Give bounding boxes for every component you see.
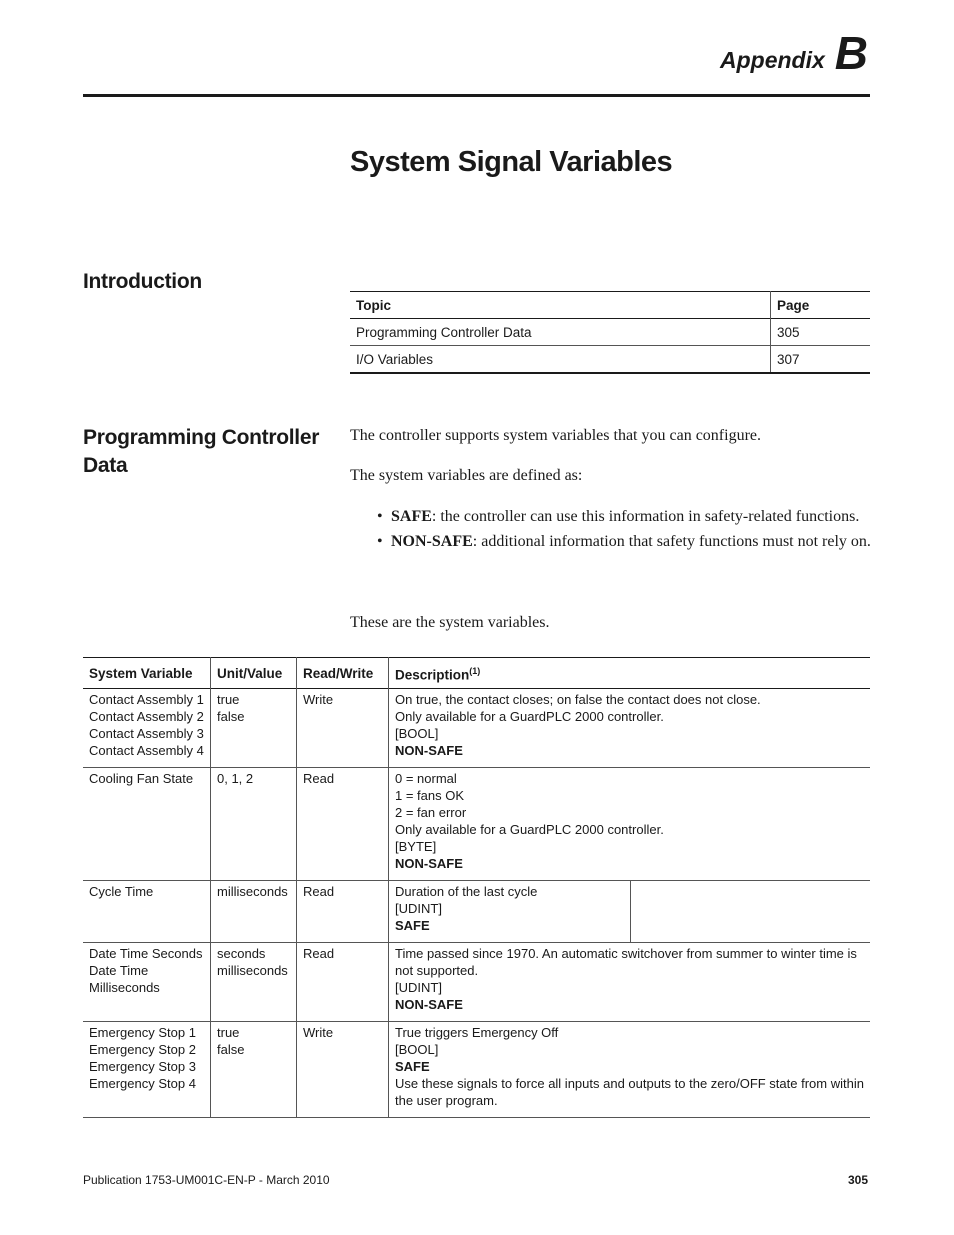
description-line: [BOOL] — [395, 1041, 439, 1057]
safety-class: NON-SAFE — [395, 855, 463, 871]
footer-publication: Publication 1753-UM001C-EN-P - March 2010 — [83, 1173, 330, 1187]
unit-cell — [211, 767, 297, 880]
unit-value: false — [217, 708, 245, 724]
variable-name: Date Time Seconds — [89, 945, 203, 961]
topic-cell: Programming Controller Data — [350, 319, 771, 346]
appendix-label — [719, 27, 868, 79]
topic-cell: I/O Variables — [350, 346, 771, 374]
definition-paragraph: The system variables are defined as: — [350, 467, 583, 484]
bullet-term: SAFE — [391, 508, 432, 525]
variable-name: Contact Assembly 2 — [89, 708, 204, 724]
intro-paragraph: The controller supports system variables that you can configure. — [350, 427, 761, 444]
topic-header: Topic — [350, 292, 771, 319]
unit-cell — [211, 942, 297, 1021]
description-line: Only available for a GuardPLC 2000 controller. — [395, 708, 664, 724]
system-variables-table — [83, 657, 870, 1118]
page-cell: 305 — [777, 324, 800, 340]
description-line: Only available for a GuardPLC 2000 controller. — [395, 821, 664, 837]
programming-controller-data-heading: Programming Controller Data — [83, 426, 320, 477]
description-line: Use these signals to force all inputs and outputs to the zero/OFF state from within the user program. — [395, 1075, 864, 1108]
table-row — [83, 942, 870, 1021]
unit-value: true — [217, 691, 240, 707]
description-line: Duration of the last cycle — [395, 883, 538, 899]
variable-name: Date Time — [89, 962, 149, 978]
description-cell — [389, 1021, 871, 1117]
read-write-cell: Write — [297, 1021, 389, 1117]
description-empty-cell — [631, 881, 870, 942]
bullet-text: : additional information that safety functions must not rely on. — [472, 533, 871, 550]
variable-name: Emergency Stop 4 — [89, 1075, 196, 1091]
table-row — [83, 1021, 870, 1117]
introduction-heading: Introduction — [83, 270, 202, 293]
bullet-icon: • — [377, 508, 383, 525]
description-line: On true, the contact closes; on false the contact does not close. — [395, 691, 761, 707]
unit-cell — [211, 688, 297, 767]
safety-class: SAFE — [395, 1058, 430, 1074]
variable-name: Milliseconds — [89, 979, 160, 995]
variable-name: Cooling Fan State — [89, 770, 194, 786]
definition-list — [377, 507, 872, 557]
variable-name: Contact Assembly 3 — [89, 725, 204, 741]
variable-name: Emergency Stop 2 — [89, 1041, 196, 1057]
unit-cell — [211, 880, 297, 942]
read-write-cell: Read — [297, 880, 389, 942]
variable-cell — [83, 942, 211, 1021]
unit-value: 0, 1, 2 — [217, 770, 254, 786]
read-write-header: Read/Write — [297, 658, 389, 689]
unit-value-header: Unit/Value — [211, 658, 297, 689]
read-write-cell: Write — [297, 688, 389, 767]
table-row — [83, 880, 870, 942]
unit-value: seconds — [217, 945, 266, 961]
variable-name: Emergency Stop 1 — [89, 1024, 196, 1040]
description-header — [389, 658, 871, 689]
bullet-term: NON-SAFE — [391, 533, 473, 550]
unit-value: true — [217, 1024, 240, 1040]
page-cell: 307 — [777, 351, 800, 367]
topic-table — [350, 291, 870, 374]
safety-class: NON-SAFE — [395, 742, 463, 758]
bullet-icon: • — [377, 533, 383, 550]
description-line: [UDINT] — [395, 900, 442, 916]
system-variable-header: System Variable — [83, 658, 211, 689]
list-item — [377, 532, 872, 552]
variables-table-header — [83, 658, 870, 689]
description-left — [389, 881, 631, 942]
description-line: Time passed since 1970. An automatic switchover from summer to winter time is not supported. — [395, 945, 857, 978]
safety-class: SAFE — [395, 917, 430, 933]
description-line: 2 = fan error — [395, 804, 467, 820]
table-row — [350, 346, 870, 374]
list-item — [377, 507, 872, 527]
appendix-letter: B — [834, 27, 868, 79]
description-header-label: Description — [395, 667, 470, 683]
description-cell — [389, 942, 871, 1021]
header-rule — [83, 94, 870, 97]
description-split — [389, 881, 870, 942]
table-row — [83, 688, 870, 767]
description-line: [BYTE] — [395, 838, 437, 854]
description-cell — [389, 880, 871, 942]
description-line: [BOOL] — [395, 725, 439, 741]
description-line: 1 = fans OK — [395, 787, 465, 803]
variable-name: Contact Assembly 4 — [89, 742, 204, 758]
unit-value: false — [217, 1041, 245, 1057]
page-header: Page — [777, 297, 810, 313]
variable-cell — [83, 880, 211, 942]
topic-table-header — [350, 292, 870, 319]
description-line: True triggers Emergency Off — [395, 1024, 559, 1040]
unit-value: milliseconds — [217, 962, 288, 978]
description-line: 0 = normal — [395, 770, 457, 786]
description-line: [UDINT] — [395, 979, 442, 995]
appendix-word: Appendix — [719, 47, 825, 73]
variable-name: Cycle Time — [89, 883, 154, 899]
page-title: System Signal Variables — [350, 146, 673, 178]
unit-value: milliseconds — [217, 883, 288, 899]
table-row — [83, 767, 870, 880]
footnote-marker: (1) — [469, 666, 481, 676]
bullet-text: : the controller can use this information in safety-related functions. — [431, 508, 860, 525]
table-intro-paragraph: These are the system variables. — [350, 614, 550, 631]
variable-cell — [83, 688, 211, 767]
footer-page-number: 305 — [847, 1173, 868, 1187]
read-write-cell: Read — [297, 767, 389, 880]
safety-class: NON-SAFE — [395, 996, 463, 1012]
description-cell — [389, 767, 871, 880]
variable-name: Contact Assembly 1 — [89, 691, 204, 707]
unit-cell — [211, 1021, 297, 1117]
variable-cell — [83, 1021, 211, 1117]
read-write-cell: Read — [297, 942, 389, 1021]
variable-name: Emergency Stop 3 — [89, 1058, 196, 1074]
variable-cell — [83, 767, 211, 880]
table-row — [350, 319, 870, 346]
description-cell — [389, 688, 871, 767]
